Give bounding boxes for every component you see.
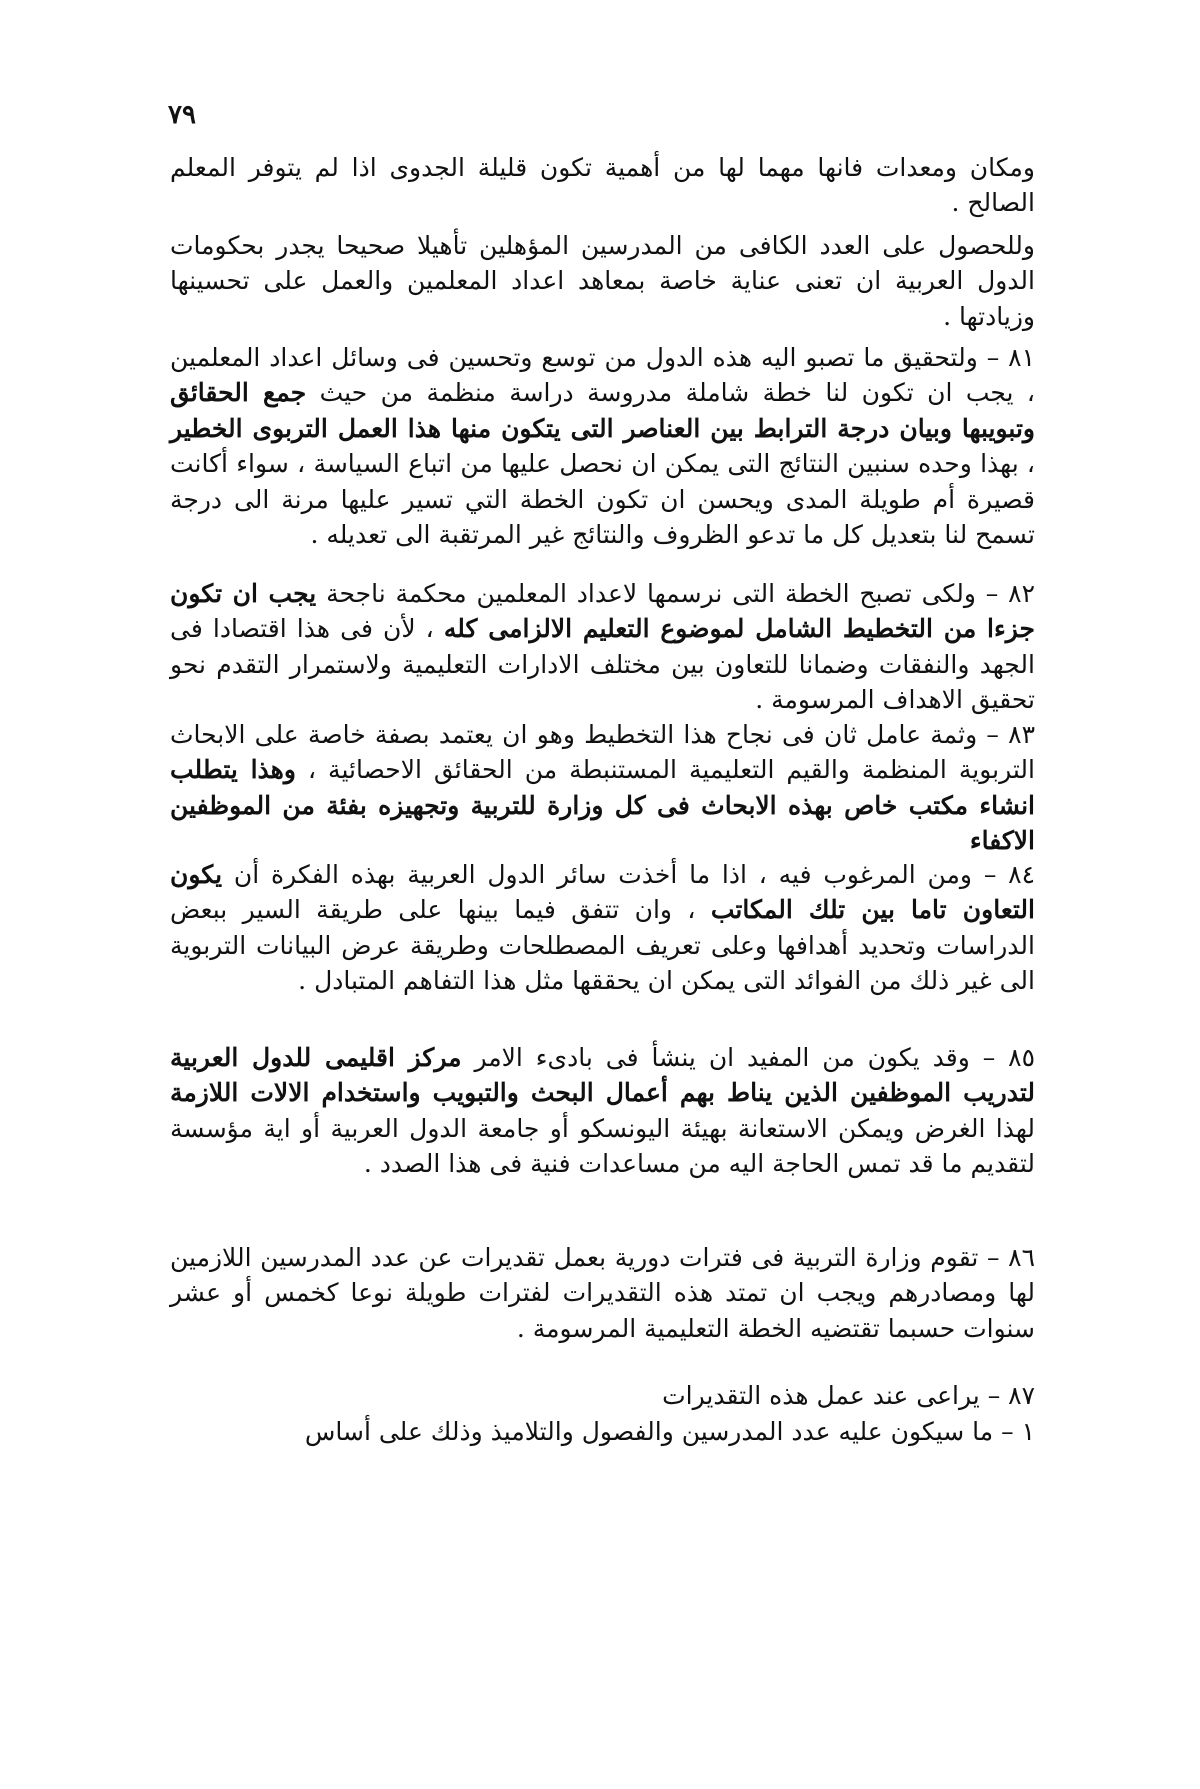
list-item-1	[170, 1414, 1035, 1449]
list-item-text: ما سيكون عليه عدد المدرسين والفصول والتلاميذ وذلك على أساس	[304, 1417, 994, 1446]
paragraph-number: ٨١ –	[986, 343, 1036, 372]
paragraph-text: ومكان ومعدات فانها مهما لها من أهمية تكون قليلة الجدوى اذا لم يتوفر المعلم الصالح .	[170, 153, 1035, 218]
paragraph-body	[170, 576, 1035, 718]
paragraph-emphasis: وهذا يتطلب انشاء مكتب خاص بهذه الابحاث فى كل وزارة للتربية وتجهيزه بفئة من الموظفين الاكفاء	[170, 755, 1035, 856]
paragraph-text: لهذا الغرض ويمكن الاستعانة بهيئة اليونسكو أو جامعة الدول العربية أو اية مؤسسة لتقديم ما قد تمس الحاجة اليه من مساعدات فنية فى هذا الصدد .	[170, 1113, 1035, 1179]
paragraph-number: ٨٣ –	[986, 720, 1036, 749]
paragraph-text: يراعى عند عمل هذه التقديرات	[662, 1381, 980, 1410]
paragraph-emphasis: يجب ان تكون جزءا من التخطيط الشامل لموضوع التعليم الالزامى كله	[170, 579, 1035, 644]
paragraph-number: ٨٦ –	[986, 1243, 1035, 1272]
paragraph-text: ومن المرغوب فيه ، اذا ما أخذت سائر الدول العربية بهذه الفكرة أن	[233, 860, 972, 889]
page-number: ٧٩	[168, 100, 196, 130]
paragraph-81	[170, 340, 1035, 552]
paragraph-85	[170, 1040, 1035, 1182]
paragraph-text: ولكى تصبح الخطة التى نرسمها لاعداد المعلمين محكمة ناجحة	[326, 579, 976, 608]
paragraph-emphasis: جمع الحقائق وتبويبها وبيان درجة الترابط بين العناصر التى يتكون منها هذا العمل التربوى الخطير	[170, 378, 1035, 443]
paragraph-body	[170, 340, 1035, 552]
paragraph-text: ، لأن فى هذا اقتصادا فى الجهد والنفقات وضمانا للتعاون بين مختلف الادارات التعليمية ولاستمرار التقدم نحو تحقيق الاهداف المرسومة .	[170, 614, 1035, 715]
paragraph-number: ٨٧ –	[987, 1381, 1035, 1410]
paragraph-body	[170, 1240, 1035, 1346]
paragraph-number: ٨٤ –	[983, 860, 1036, 889]
paragraph-emphasis: يكون التعاون تاما بين تلك المكاتب	[170, 860, 1035, 925]
paragraph-number: ٨٢ –	[985, 579, 1035, 608]
paragraph-body	[170, 1040, 1035, 1182]
paragraph-text: وقد يكون من المفيد ان ينشأ فى بادىء الامر	[474, 1043, 970, 1072]
paragraph-text: وثمة عامل ثان فى نجاح هذا التخطيط وهو ان يعتمد بصفة خاصة على الابحاث التربوية المنظمة والقيم التعليمية المستنبطة من الحقائق الاحصائية ،	[170, 720, 1035, 785]
list-item-body	[170, 1414, 1035, 1449]
paragraph-number: ٨٥ –	[982, 1043, 1036, 1072]
paragraph-86	[170, 1240, 1035, 1346]
paragraph-continuation	[170, 150, 1035, 221]
list-item-number: ١ –	[1001, 1417, 1035, 1446]
paragraph-body	[170, 717, 1035, 859]
paragraph-83	[170, 717, 1035, 859]
paragraph-text: وللحصول على العدد الكافى من المدرسين المؤهلين تأهيلا صحيحا يجدر بحكومات الدول العربية ان تعنى عناية خاصة بمعاهد اعداد المعلمين والعمل على تحسينها وزيادتها .	[170, 231, 1035, 331]
paragraph-87	[170, 1378, 1035, 1413]
paragraph-84	[170, 857, 1035, 999]
paragraph-text: ، بهذا وحده سنبين النتائج التى يمكن ان نحصل عليها من اتباع السياسة ، سواء أكانت قصيرة أم طويلة المدى ويحسن ان تكون الخطة التي تسير عليها مرنة الى درجة تسمح لنا بتعديل كل ما تدعو الظروف والنتائج غير المرتقبة الى تعديله .	[170, 449, 1035, 550]
paragraph-teacher-supply	[170, 228, 1035, 334]
paragraph-text: ولتحقيق ما تصبو اليه هذه الدول من توسع وتحسين فى وسائل اعداد المعلمين ، يجب ان تكون لنا خطة شاملة مدروسة دراسة منظمة من حيث	[170, 343, 1035, 408]
paragraph-emphasis: مركز اقليمى للدول العربية لتدريب الموظفين الذين يناط بهم أعمال البحث والتبويب واستخدام الالات اللازمة	[170, 1043, 1035, 1108]
paragraph-82	[170, 576, 1035, 718]
paragraph-body	[170, 1378, 1035, 1413]
paragraph-text: تقوم وزارة التربية فى فترات دورية بعمل تقديرات عن عدد المدرسين اللازمين لها ومصادرهم ويجب ان تمتد هذه التقديرات لفترات طويلة نوعا كخمس أو عشر سنوات حسبما تقتضيه الخطة التعليمية المرسومة .	[170, 1243, 1035, 1343]
paragraph-body	[170, 857, 1035, 999]
paragraph-text: ، وان تتفق فيما بينها على طريقة السير ببعض الدراسات وتحديد أهدافها وعلى تعريف المصطلحات وطريقة عرض البيانات التربوية الى غير ذلك من الفوائد التى يمكن ان يحققها مثل هذا التفاهم المتبادل .	[170, 895, 1035, 996]
